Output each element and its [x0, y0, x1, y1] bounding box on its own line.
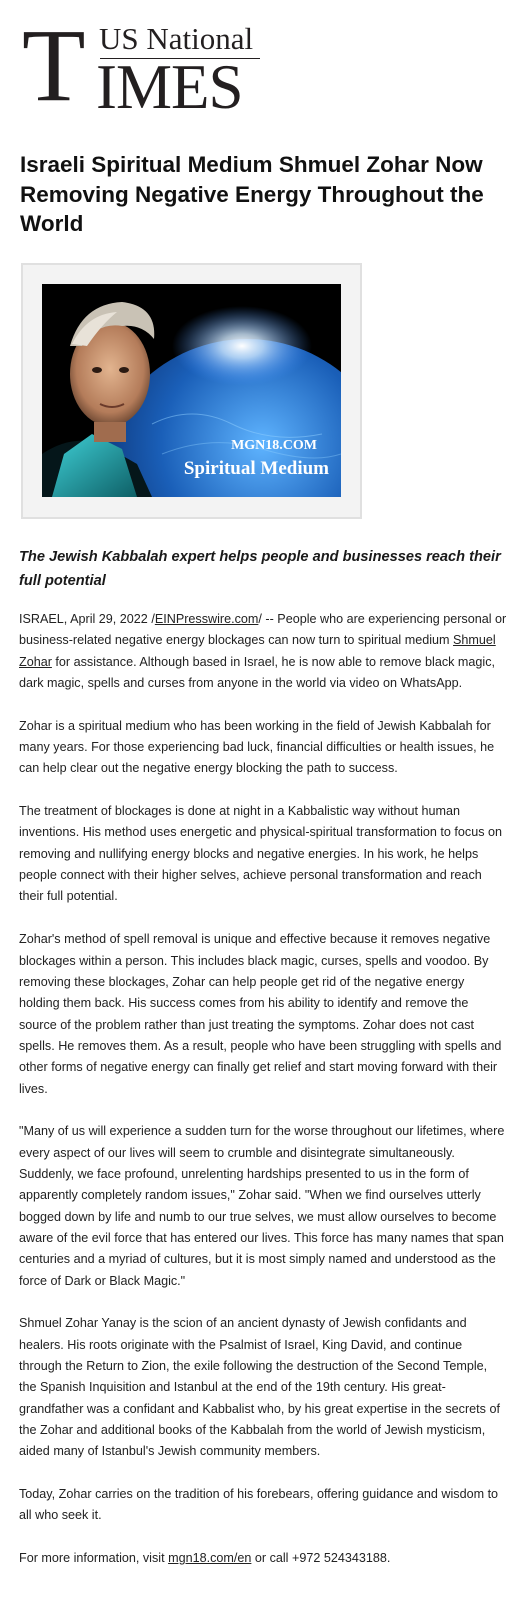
dateline: ISRAEL, April 29, 2022 / — [19, 612, 155, 626]
paragraph-2: Zohar is a spiritual medium who has been working in the field of Jewish Kabbalah for many years. For those experiencing bad luck, financial difficulties or health issues, he can help clear out the negative energy blocking the path to success. — [19, 718, 495, 776]
einpresswire-link[interactable]: EINPresswire.com — [154, 612, 259, 626]
image-site-text: MGN18.COM — [231, 438, 317, 453]
masthead-bottom-line: IMES — [96, 52, 243, 122]
paragraph-6: Shmuel Zohar Yanay is the scion of an ancient dynasty of Jewish confidants and healers. His roots originate with the Psalmist of Israel, King David, and continue through the Return to Zion, the exile following the destruction of the Second Temple, the Spanish Inquisition and Istanbul at the end of the 19th century. His great-grandfather was a confidant and Kabbalist who, by his great expertise in the secrets of the Zohar and additional books of the Kabbalah from the world of Jewish mysticism, aided many of Istanbul's Jewish community members. — [19, 1316, 500, 1459]
paragraph-5-quote: "Many of us will experience a sudden turn for the worse throughout our lifetimes, where every aspect of our lives will seem to crumble and disintegrate simultaneously. Suddenly, we face profound, unrelenting hardships presented to us in the form of apparently completely random issues," Zohar said. "When we find ourselves utterly bogged down by life and numb to our true selves, we must allow ourselves to become aware of the evil force that has entered our lives. This force has many names that span centuries and a myriad of cultures, but it is most simply named and understood as the force of Dark or Black Magic." — [19, 1124, 505, 1288]
image-caption: Spiritual Medium — [183, 458, 329, 479]
paragraph-1 — [19, 609, 507, 694]
article-image[interactable] — [42, 284, 341, 497]
masthead-logo[interactable] — [22, 8, 272, 123]
contact-text-a: For more information, visit — [19, 1551, 169, 1566]
paragraph-4: Zohar's method of spell removal is unique and effective because it removes negative blockages within a person. This includes black magic, curses, spells and voodoo. By removing these blockages, Zohar can help people get rid of the negative energy holding them back. His success comes from his ability to identify and remove the source of the problem rather than just treating the symptoms. Zohar does not cast spells. He removes them. As a result, people who have been struggling with spells and other forms of negative energy can finally get relief and start moving forward with their lives. — [19, 932, 502, 1096]
paragraph-1-text-a: / -- People who are experiencing personal or business-related negative energy blockages can now turn to spiritual medium — [19, 612, 507, 648]
shmuel-zohar-link[interactable]: Shmuel Zohar — [19, 633, 496, 669]
contact-text-b: or call +972 524343188. — [251, 1551, 391, 1566]
paragraph-7: Today, Zohar carries on the tradition of his forebears, offering guidance and wisdom to all who seek it. — [19, 1487, 499, 1523]
masthead-top-line: US National — [99, 21, 254, 56]
mgn18-link[interactable]: mgn18.com/en — [168, 1551, 252, 1566]
paragraph-1-text-b: for assistance. Although based in Israel, he is now able to remove black magic, dark magic, spells and curses from anyone in the world via video on WhatsApp. — [19, 654, 496, 691]
article-subheadline: The Jewish Kabbalah expert helps people and businesses reach their full potential — [19, 549, 501, 589]
article-image-frame — [21, 263, 362, 519]
masthead-initial: T — [22, 8, 86, 123]
paragraph-3: The treatment of blockages is done at night in a Kabbalistic way without human inventions. His method uses energetic and physical-spiritual transformation to focus on removing and nullifying energy blocks and negative energies. In his work, he helps people connect with their higher selves, achieve personal transformation and reach their full potential. — [19, 804, 503, 904]
article-body — [19, 609, 507, 1591]
paragraph-8-contact — [19, 1548, 507, 1569]
article-headline: Israeli Spiritual Medium Shmuel Zohar Now Removing Negative Energy Throughout the World — [20, 152, 484, 236]
